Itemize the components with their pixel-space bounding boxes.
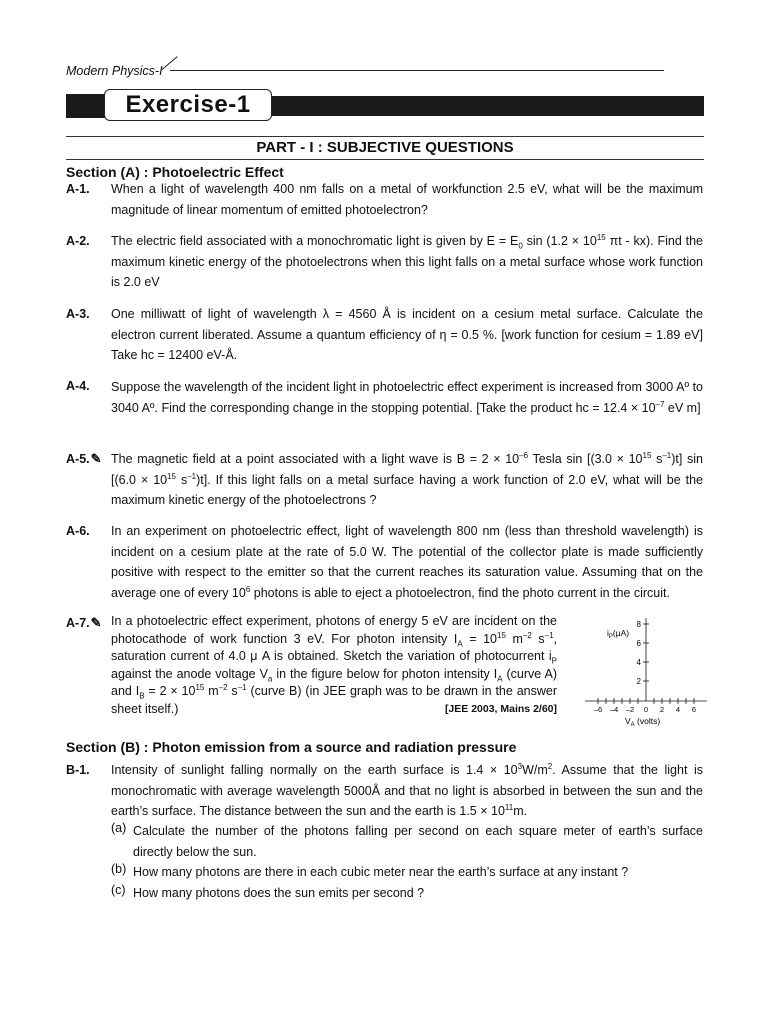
- y-tick-label: 4: [636, 658, 641, 667]
- sub-question-text: Calculate the number of the photons falling per second on each square meter of earth’s surface directly below the sun.: [133, 824, 703, 859]
- y-tick-label: 6: [636, 639, 641, 648]
- part-title: PART - I : SUBJECTIVE QUESTIONS: [256, 139, 514, 156]
- question-text: In an experiment on photoelectric effect, light of wavelength 800 nm (less than threshold wavelength) is incident on a cesium plate at the rate of 5.0 W. The potential of the collector plate is made sufficiently positive with respect to the emitter so that the current reaches its saturation value. Assuming that on the average one of every $10^6$ photons is able to eject a photoelectron, find the photo current in the circuit.: [111, 524, 703, 600]
- x-tick-label: 0: [643, 705, 649, 714]
- question-label: A-3.: [66, 307, 90, 321]
- question-text: In a photoelectric effect experiment, photons of energy 5 eV are incident on the photocathode of work function 3 eV. For photon intensity $I_A = 10^{15}$ $m^{-2}$ $s^{-1}$, saturation current of 4.0 μ A is obtained. Sketch the variation of photocurrent $i_P$ against the anode voltage $V_a$ in the figure below for photon intensity $I_A$ (curve A) and $I_B = 2 \times 10^{15}$ $m^{-2}$ $s^{-1}$ (curve B) (in JEE graph was to be drawn in the answer sheet itself.) [JEE 2003, Mains 2/60]: [111, 613, 557, 718]
- section-a-title: Section (A) : Photoelectric Effect: [66, 164, 284, 180]
- x-tick-label: –4: [609, 705, 619, 714]
- sub-question-label: (c): [111, 883, 126, 897]
- x-tick-label: –2: [625, 705, 635, 714]
- hand-pointer-icon: ✎: [90, 451, 102, 466]
- x-tick-label: 4: [675, 705, 681, 714]
- section-b-title: Section (B) : Photon emission from a source and radiation pressure: [66, 739, 517, 755]
- exercise-bar-left: [66, 94, 106, 118]
- part-rule-bottom: [66, 159, 704, 160]
- question-label: A-6.: [66, 524, 90, 538]
- question-text: The magnetic field at a point associated with a light wave is $B = 2 \times 10^{-6}$ Tesla $\sin [(3.0 \times 10^{15}$ $s^{-1})t$] $\sin [(6.0 \times 10^{15}$ $s^{-1})t$]. If this light falls on a metal surface having a work function of 2.0 eV, what will be the maximum kinetic energy of the photoelectrons ?: [111, 450, 703, 507]
- running-title: Modern Physics-I: [66, 64, 163, 78]
- exam-reference: [JEE 2003, Mains 2/60]: [444, 702, 557, 715]
- question-label: A-5.✎: [66, 451, 102, 466]
- y-tick-label: 2: [636, 677, 641, 686]
- question-label: A-1.: [66, 182, 90, 196]
- question-text: When a light of wavelength 400 nm falls on a metal of workfunction 2.5 eV, what will be the maximum magnitude of linear momentum of emitted photoelectron?: [111, 182, 703, 217]
- question-text: One milliwatt of light of wavelength λ = 4560 Å is incident on a cesium metal surface. Calculate the electron current liberated. Assume a quantum efficiency of η = 0.5 %. [work function for cesium = 1.89 eV] Take hc = 12400 eV-Å.: [111, 307, 703, 362]
- question-text: The electric field associated with a monochromatic light is given by $E = E_0$ $\sin (1.2 \times 10^{15}$ πt - kx). Find the maximum kinetic energy of the photoelectrons when this light falls on a metal surface whose work function is 2.0 eV: [111, 232, 703, 289]
- header-slant-rule: [162, 56, 178, 70]
- x-tick-label: –6: [593, 705, 603, 714]
- sub-question-label: (b): [111, 862, 127, 876]
- x-tick-label: 6: [691, 705, 697, 714]
- sub-question-text: How many photons does the sun emits per second ?: [133, 886, 425, 900]
- sub-question-label: (a): [111, 821, 127, 835]
- header-rule: [170, 70, 664, 71]
- exercise-bar-right: [272, 96, 704, 116]
- question-label: B-1.: [66, 763, 90, 777]
- question-label: A-4.: [66, 379, 90, 393]
- exercise-title: Exercise-1: [125, 91, 251, 118]
- x-tick-label: 2: [659, 705, 665, 714]
- sub-question-text: How many photons are there in each cubic meter near the earth’s surface at any instant ?: [133, 865, 629, 879]
- hand-pointer-icon: ✎: [90, 615, 102, 630]
- question-text: Suppose the wavelength of the incident light in photoelectric effect experiment is increased from 3000 Aº to 3040 Aº. Find the corresponding change in the stopping potential. [Take the product hc = $12.4 \times 10^{-7}$ eV m]: [111, 380, 703, 415]
- y-axis-label: $i_P(\mu A)$: [607, 628, 630, 640]
- y-tick-label: 8: [636, 620, 641, 629]
- question-label: A-7.✎: [66, 615, 102, 630]
- question-text: Intensity of sunlight falling normally on the earth surface is $1.4 \times 10^3W/m^2$. Assume that the light is monochromatic with average wavelength 5000Å and that no light is absorbed in between the sun and the earth’s surface. The distance between the sun and the earth is $1.5 \times 10^{11}m$.: [111, 761, 703, 818]
- photocurrent-axes-graph: [585, 614, 710, 730]
- x-axis-label: $V_A$ (volts): [625, 716, 661, 728]
- question-label: A-2.: [66, 234, 90, 248]
